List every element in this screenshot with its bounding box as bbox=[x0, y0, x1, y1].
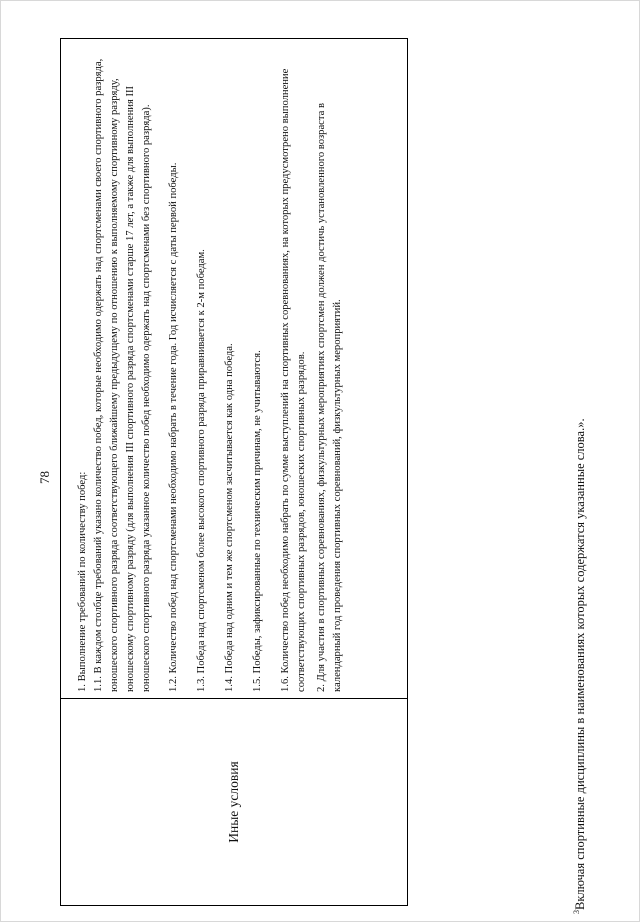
condition-1-3: 1.3. Победа над спортсменом более высокого спортивного разряда приравнивается к 2-м победам. bbox=[196, 249, 208, 692]
table-label-cell bbox=[61, 698, 407, 905]
footnote-marker: 3 bbox=[572, 910, 581, 914]
table-label: Иные условия bbox=[226, 761, 241, 843]
footnote bbox=[572, 418, 588, 914]
requirements-table bbox=[60, 38, 408, 906]
conditions-heading: 1. Выполнение требований по количеству побед: bbox=[77, 471, 88, 692]
condition-1-2: 1.2. Количество побед над спортсменами необходимо набрать в течение года. Год исчисляется с даты первой победы. bbox=[168, 162, 180, 692]
condition-1-5: 1.5. Победы, зафиксированные по техническим причинам, не учитываются. bbox=[252, 350, 264, 692]
condition-2: 2. Для участия в спортивных соревнованиях, физкультурных мероприятиях спортсмен должен достичь установленного возраста в календарный год проведения спортивных соревнований, физкультурных мероприятий. bbox=[315, 103, 343, 692]
condition-1-1: 1.1. В каждом столбце требований указано количество побед, которые необходимо одержать над спортсменами своего спортивного разряда, юношеского спортивного разряда соответствующего ближайшему предыдущему по отношению к выполняемому спортивному разряду, юношескому спортивному разряду (для выполнения III спортивного разряда спортсменами старше 17 лет, а также для выполнения III юношеского спортивного разряда указанное количество побед необходимо одержать над спортсменами без спортивного разряда). bbox=[92, 58, 152, 692]
page-number: 78 bbox=[37, 471, 52, 484]
condition-1-6: 1.6. Количество побед необходимо набрать по сумме выступлений на спортивных соревнованиях, на которых предусмотрено выполнение соответствующих спортивных разрядов, юношеских спортивных разрядов. bbox=[280, 68, 307, 692]
condition-1-4: 1.4. Победа над одним и тем же спортсменом засчитывается как одна победа. bbox=[224, 343, 236, 692]
footnote-text: Включая спортивные дисциплины в наименованиях которых содержатся указанные слова.». bbox=[573, 418, 588, 910]
table-content-cell bbox=[61, 39, 407, 698]
